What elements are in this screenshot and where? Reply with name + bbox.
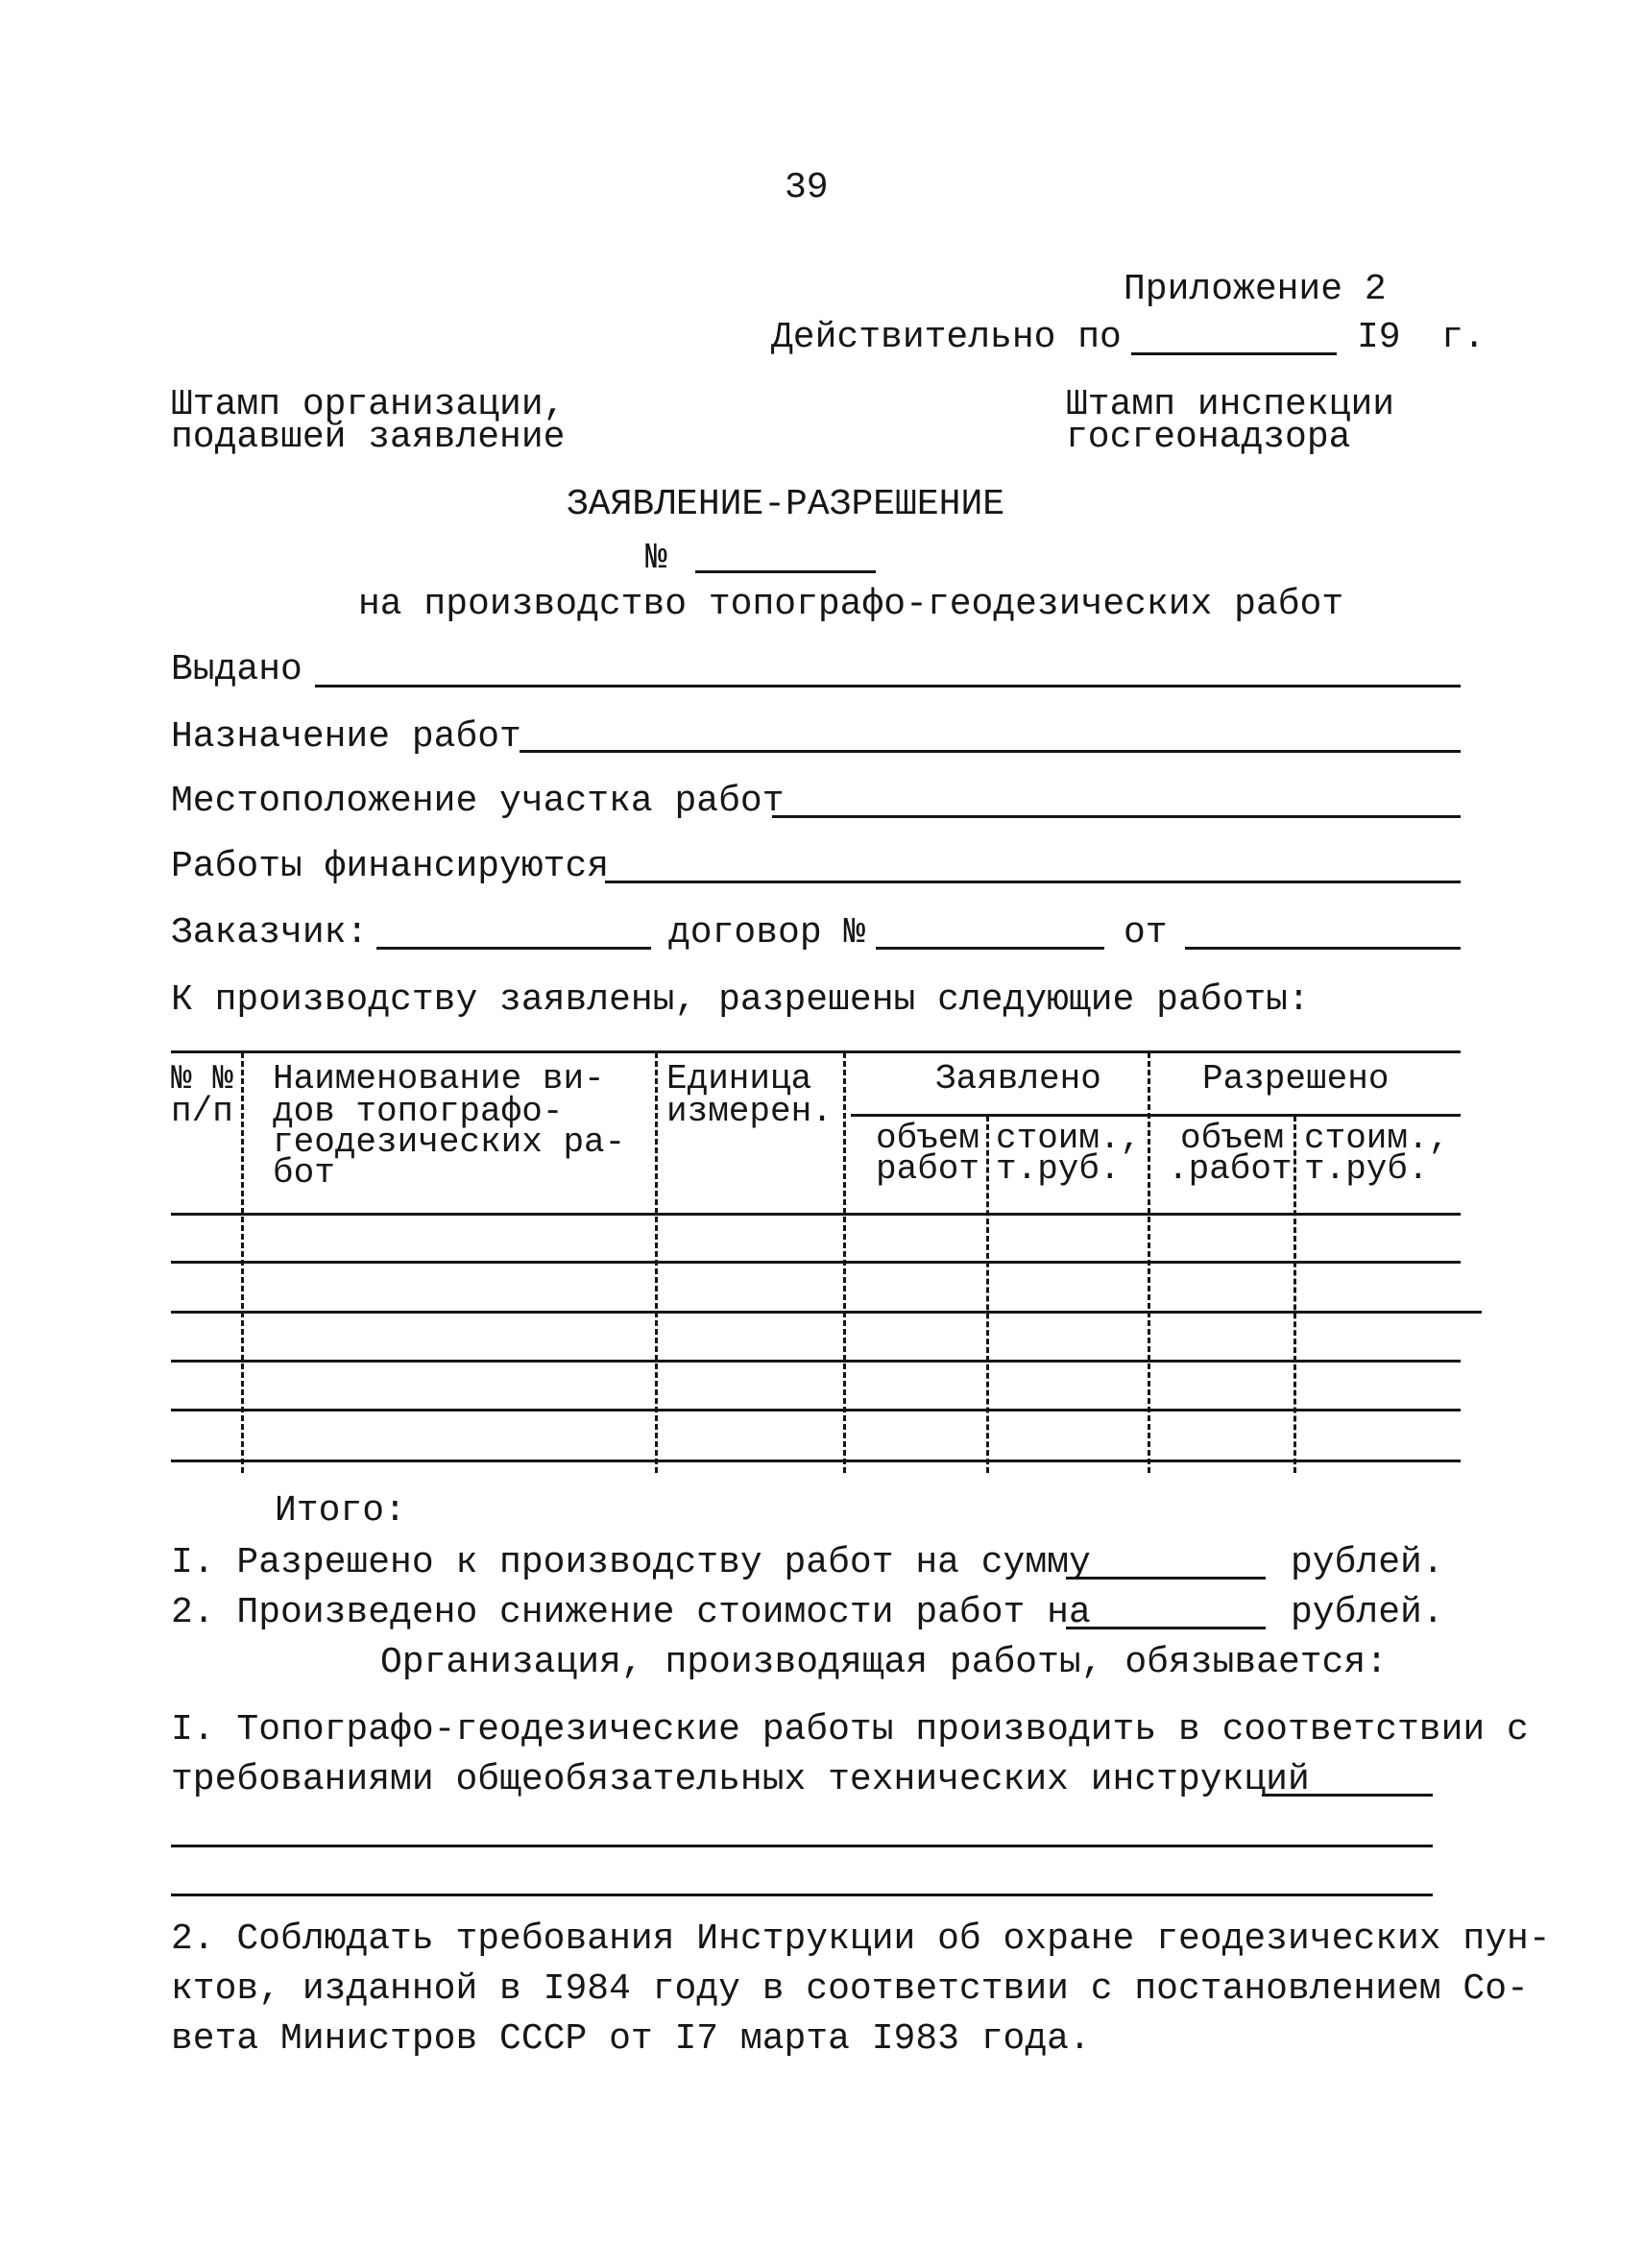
table-column-divider — [843, 1052, 846, 1473]
appendix-label: Приложение 2 — [1124, 269, 1387, 310]
cost-reduction-unit: рублей. — [1291, 1592, 1444, 1633]
total-permitted-label: I. Разрешено к производству работ на сумму — [171, 1542, 1091, 1583]
cost-reduction-field[interactable] — [1066, 1627, 1266, 1629]
valid-until-label: Действительно по — [771, 317, 1122, 358]
valid-until-year-prefix: I9 — [1357, 317, 1401, 358]
permitted-cost-line2: т.руб. — [1304, 1149, 1429, 1189]
permitted-volume-line2: .работ — [1168, 1149, 1293, 1189]
valid-until-date-field[interactable] — [1131, 352, 1337, 355]
table-row-rule — [171, 1311, 1482, 1314]
inspection-stamp-line2: госгеонадзора — [1066, 417, 1351, 458]
cost-reduction-label: 2. Произведено снижение стоимости работ на — [171, 1592, 1091, 1633]
page-number: 39 — [785, 167, 829, 208]
table-column-divider — [1148, 1052, 1150, 1473]
obligation-1-line2: требованиями общеобязательных технических инструкций — [171, 1759, 1310, 1800]
contract-date-field[interactable] — [1185, 947, 1461, 950]
declared-volume-line1: объем — [876, 1119, 980, 1158]
col-header-declared: Заявлено — [935, 1059, 1101, 1098]
customer-label: Заказчик: — [171, 912, 369, 953]
declared-cost-line1: стоим., — [996, 1119, 1142, 1158]
instructions-field-line3[interactable] — [171, 1894, 1433, 1896]
declared-cost-line2: т.руб. — [996, 1149, 1121, 1189]
financing-label: Работы финансируются — [171, 846, 610, 887]
document-number-field[interactable] — [695, 570, 876, 573]
table-top-rule — [171, 1050, 1461, 1053]
table-column-divider — [655, 1052, 658, 1473]
org-stamp-line2: подавшей заявление — [171, 417, 566, 458]
permitted-volume-line1: объем — [1180, 1119, 1285, 1158]
col-header-name-line2: дов топографо- — [273, 1092, 564, 1131]
col-header-unit-line1: Единица — [666, 1059, 812, 1098]
obligations-heading: Организация, производящая работы, обязывается: — [380, 1642, 1388, 1683]
table-header-rule — [171, 1213, 1461, 1216]
financing-field[interactable] — [605, 881, 1461, 883]
document-title: ЗАЯВЛЕНИЕ-РАЗРЕШЕНИЕ — [567, 484, 1005, 525]
contract-label: договор № — [668, 912, 866, 953]
instructions-field[interactable] — [1262, 1794, 1433, 1797]
col-header-number-line1: № № — [171, 1059, 233, 1098]
col-header-name-line3: геодезических ра- — [273, 1122, 626, 1162]
location-label: Местоположение участка работ — [171, 781, 785, 822]
col-header-unit-line2: измерен. — [666, 1092, 833, 1131]
table-row-rule — [171, 1261, 1461, 1264]
table-row-rule — [171, 1360, 1461, 1363]
customer-field[interactable] — [376, 947, 651, 950]
total-permitted-unit: рублей. — [1291, 1542, 1444, 1583]
table-intro: К производству заявлены, разрешены следующие работы: — [171, 979, 1310, 1021]
valid-until-year-suffix: г. — [1441, 317, 1486, 358]
total-permitted-field[interactable] — [1066, 1577, 1266, 1580]
table-subheader-rule — [851, 1114, 1461, 1117]
contract-date-label: от — [1124, 912, 1168, 953]
permitted-cost-line1: стоим., — [1304, 1119, 1450, 1158]
table-row-rule — [171, 1409, 1461, 1411]
col-header-name-line1: Наименование ви- — [273, 1059, 605, 1098]
col-header-number-line2: п/п — [171, 1092, 233, 1131]
location-field[interactable] — [772, 815, 1461, 818]
obligation-2-line1: 2. Соблюдать требования Инструкции об охране геодезических пун- — [171, 1918, 1551, 1960]
issued-label: Выдано — [171, 649, 302, 690]
declared-volume-line2: работ — [876, 1149, 980, 1189]
purpose-field[interactable] — [520, 750, 1461, 753]
totals-label: Итого: — [275, 1490, 406, 1532]
instructions-field-line2[interactable] — [171, 1845, 1433, 1847]
table-column-divider — [1293, 1116, 1296, 1473]
table-bottom-rule — [171, 1460, 1461, 1462]
obligation-2-line3: вета Министров СССР от I7 марта I983 года. — [171, 2018, 1091, 2060]
contract-number-field[interactable] — [876, 947, 1104, 950]
col-header-name-line4: бот — [273, 1153, 335, 1193]
obligation-1-line1: I. Топографо-геодезические работы производить в соответствии с — [171, 1709, 1529, 1750]
document-subtitle: на производство топографо-геодезических работ — [358, 584, 1344, 625]
purpose-label: Назначение работ — [171, 716, 521, 758]
issued-field[interactable] — [315, 685, 1461, 688]
number-sign: № — [645, 538, 667, 579]
obligation-2-line2: ктов, изданной в I984 году в соответствии с постановлением Со- — [171, 1968, 1529, 2010]
table-column-divider — [241, 1052, 244, 1473]
inspection-stamp-line1: Штамп инспекции — [1066, 384, 1395, 425]
table-column-divider — [986, 1116, 989, 1473]
col-header-permitted: Разрешено — [1202, 1059, 1390, 1098]
org-stamp-line1: Штамп организации, — [171, 384, 566, 425]
